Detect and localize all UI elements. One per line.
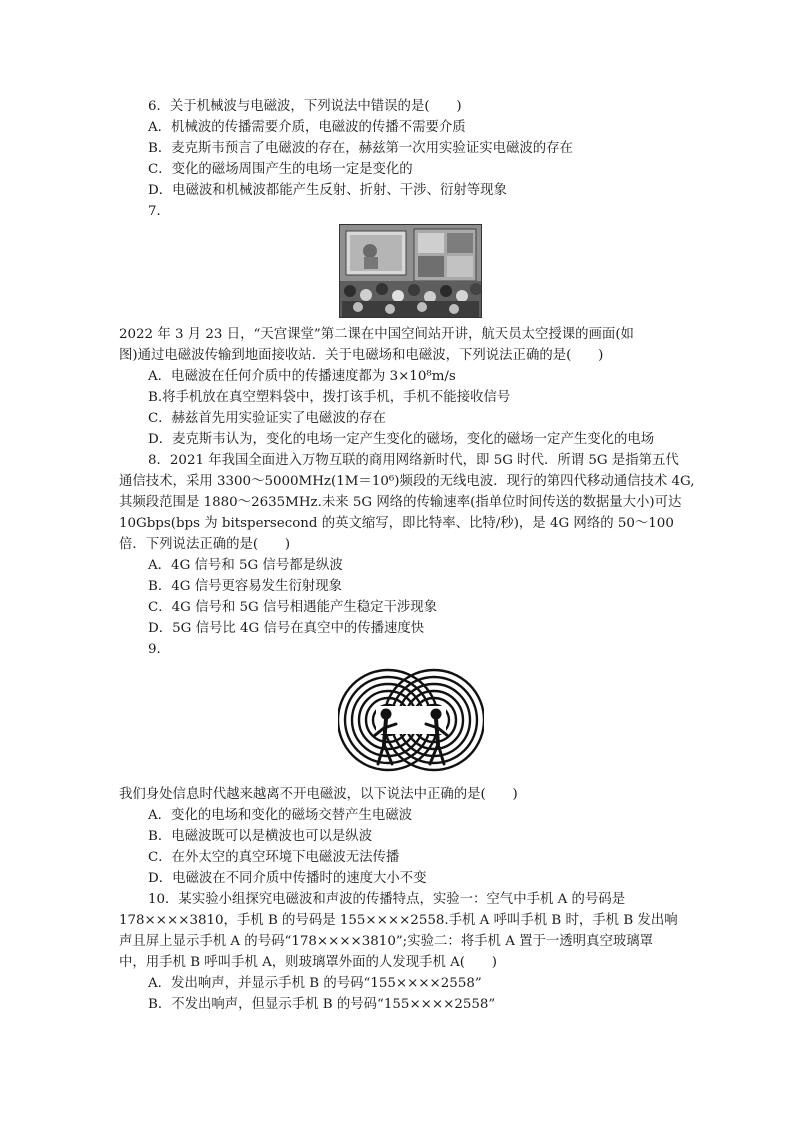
- q8-option-d: D．5G 信号比 4G 信号在真空中的传播速度快: [148, 621, 425, 636]
- q9-option-a: A．变化的电场和变化的磁场交替产生电磁波: [148, 808, 413, 823]
- q8-option-b: B．4G 信号更容易发生衍射现象: [148, 579, 342, 594]
- q8-stem-line-3: 其频段范围是 1880～2635MHz.未来 5G 网络的传输速率(指单位时间传送的数据量大小)可达: [119, 495, 682, 510]
- q7-option-a: A．电磁波在任何介质中的传播速度都为 3×10⁸m/s: [148, 369, 456, 384]
- q6-option-a: A．机械波的传播需要介质，电磁波的传播不需要介质: [148, 120, 466, 135]
- q7-option-c: C．赫兹首先用实验证实了电磁波的存在: [148, 411, 386, 426]
- q6-stem: 6．关于机械波与电磁波，下列说法中错误的是( ): [148, 99, 462, 114]
- q8-option-a: A．4G 信号和 5G 信号都是纵波: [148, 558, 343, 573]
- q6-option-c: C．变化的磁场周围产生的电场一定是变化的: [148, 162, 413, 177]
- q7-number: 7．: [148, 204, 170, 219]
- q8-stem-line-2: 通信技术，采用 3300～5000MHz(1M＝10⁶)频段的无线电波．现行的第四代移动通信技术 4G,: [119, 474, 695, 489]
- q8-stem-line-1: 8．2021 年我国全面进入万物互联的商用网络新时代，即 5G 时代．所谓 5G 是指第五代: [148, 453, 679, 468]
- q8-option-c: C．4G 信号和 5G 信号相遇能产生稳定干涉现象: [148, 600, 438, 615]
- q7-stem-line-1: 2022 年 3 月 23 日，“天宫课堂”第二课在中国空间站开讲，航天员太空授课的画面(如: [119, 327, 634, 342]
- q9-option-c: C．在外太空的真空环境下电磁波无法传播: [148, 850, 400, 865]
- wave-rings-illustration: [338, 668, 484, 778]
- q10-stem-line-1: 10．某实验小组探究电磁波和声波的传播特点，实验一：空气中手机 A 的号码是: [148, 892, 626, 907]
- space-classroom-photo-illustration: [340, 225, 481, 317]
- q6-option-b: B．麦克斯韦预言了电磁波的存在，赫兹第一次用实验证实电磁波的存在: [148, 141, 573, 156]
- q8-stem-line-5: 倍．下列说法正确的是( ): [119, 537, 291, 552]
- q10-option-b: B．不发出响声，但显示手机 B 的号码“155××××2558”: [148, 997, 496, 1012]
- q9-option-b: B．电磁波既可以是横波也可以是纵波: [148, 829, 373, 844]
- q7-option-b: B.将手机放在真空塑料袋中，拨打该手机，手机不能接收信号: [148, 390, 511, 405]
- q10-stem-line-4: 中，用手机 B 呼叫手机 A，则玻璃罩外面的人发现手机 A( ): [119, 955, 498, 970]
- q8-stem-line-4: 10Gbps(bps 为 bitspersecond 的英文缩写，即比特率、比特/秒)，是 4G 网络的 50～100: [119, 516, 674, 531]
- q7-option-d: D．麦克斯韦认为，变化的电场一定产生变化的磁场，变化的磁场一定产生变化的电场: [148, 432, 655, 447]
- q9-stem: 我们身处信息时代越来越离不开电磁波，以下说法中正确的是( ): [119, 787, 518, 802]
- q9-number: 9．: [148, 642, 170, 657]
- q10-option-a: A．发出响声，并显示手机 B 的号码“155××××2558”: [148, 976, 482, 991]
- q10-stem-line-2: 178××××3810，手机 B 的号码是 155××××2558.手机 A 呼叫手机 B 时，手机 B 发出响: [119, 913, 678, 928]
- q9-option-d: D．电磁波在不同介质中传播时的速度大小不变: [148, 871, 427, 886]
- q10-stem-line-3: 声且屏上显示手机 A 的号码“178××××3810”;实验二：将手机 A 置于一透明真空玻璃罩: [119, 934, 654, 949]
- wave-rings-icon: [338, 668, 484, 778]
- q6-option-d: D．电磁波和机械波都能产生反射、折射、干涉、衍射等现象: [148, 183, 507, 198]
- q7-stem-line-2: 图)通过电磁波传输到地面接收站．关于电磁场和电磁波，下列说法正确的是( ): [119, 348, 604, 363]
- space-classroom-photo: [339, 224, 482, 318]
